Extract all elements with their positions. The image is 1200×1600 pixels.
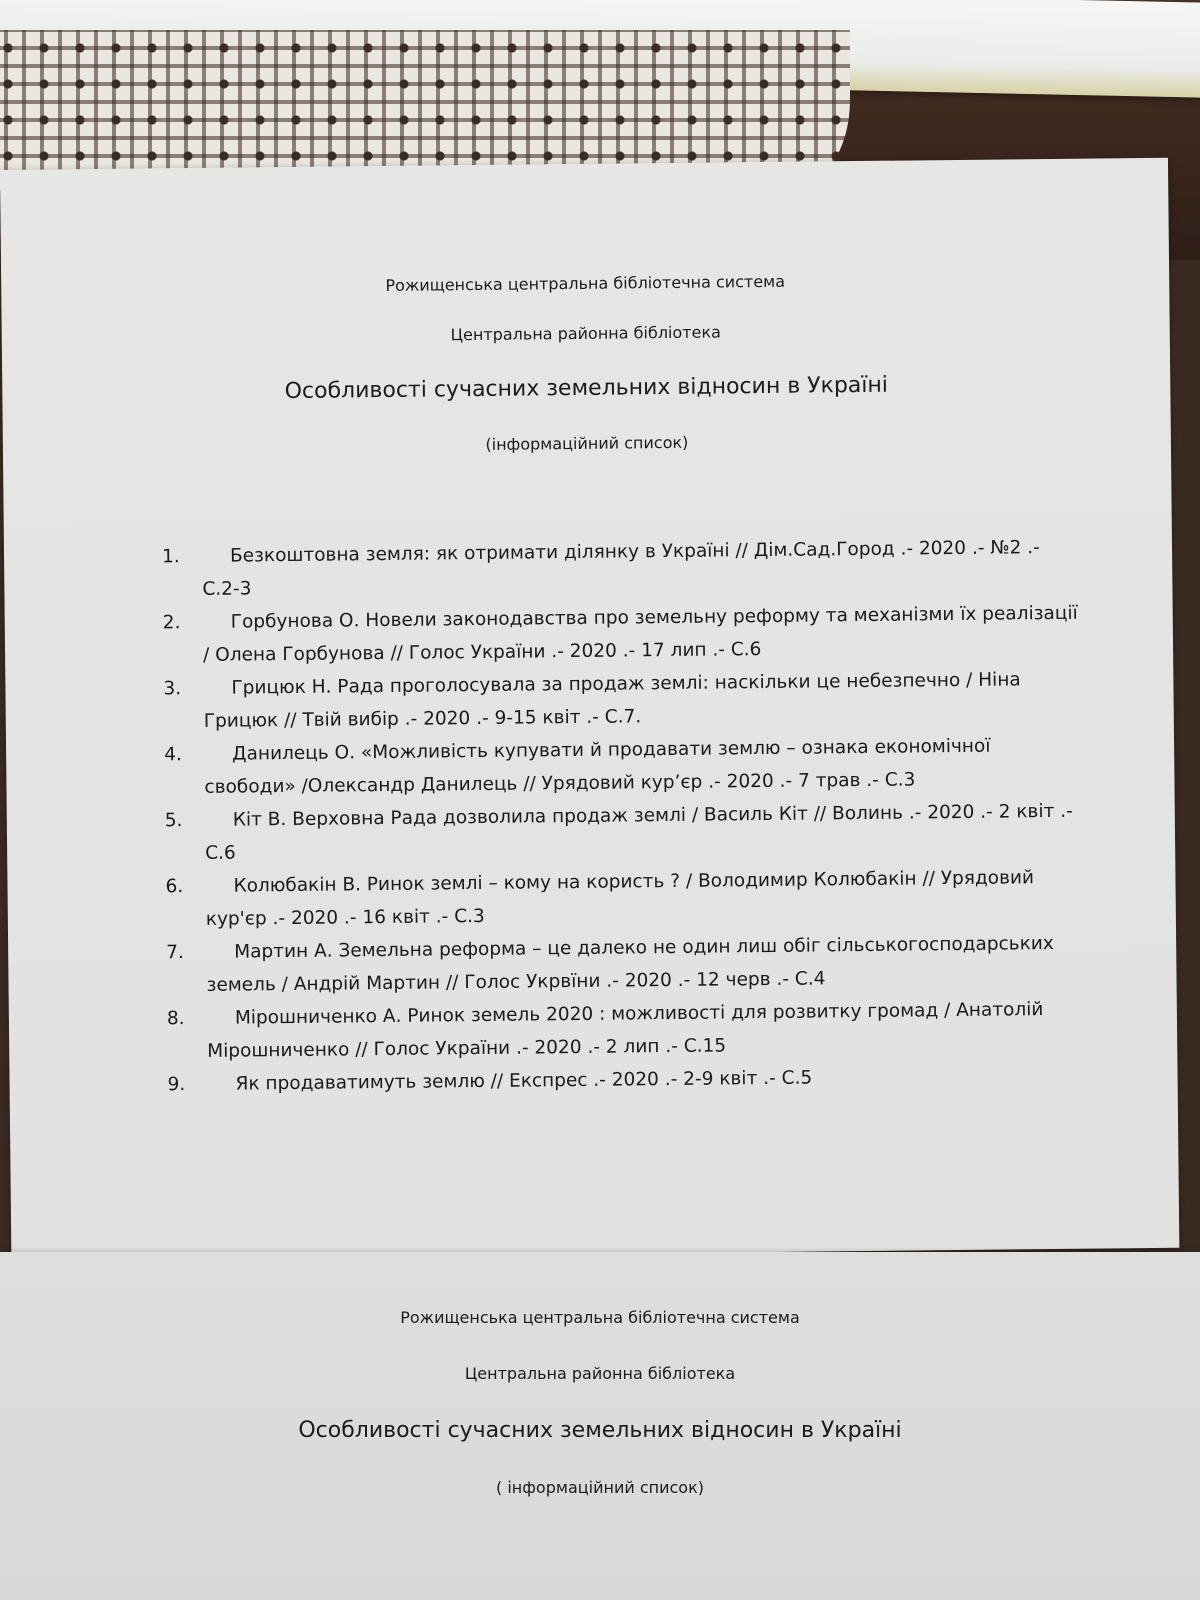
library-name: Центральна районна бібліотека <box>464 1364 736 1383</box>
list-item <box>166 927 1087 1003</box>
item-number: 3. <box>163 678 182 700</box>
item-number: 2. <box>162 612 181 634</box>
organization-name: Рожищенська центральна бібліотечна система <box>385 271 786 295</box>
list-item <box>162 531 1083 607</box>
item-text: Мірошниченко А. Ринок земель 2020 : можливості для розвитку громад / Анатолій Мірошниченко // Голос України .- 2020 .- 2 лип .- С.15 <box>207 999 1044 1062</box>
item-text: Мартин А. Земельна реформа – це далеко не один лиш обіг сільськогосподарських земель / Андрій Мартин // Голос Укрвїни .- 2020 .- 12 черв .- С.4 <box>206 933 1054 996</box>
bibliography-list <box>162 531 1088 1102</box>
item-text: Безкоштовна земля: як отримати ділянку в Україні // Дім.Сад.Город .- 2020 .- №2 .- С.2-3 <box>202 537 1040 600</box>
item-text: Грицюк Н. Рада проголосувала за продаж землі: наскільки це небезпечно / Ніна Грицюк // Твій вибір .- 2020 .- 9-15 квіт .- С.7. <box>203 669 1021 732</box>
item-number: 6. <box>165 876 184 898</box>
list-item <box>164 729 1085 805</box>
list-item <box>163 663 1084 739</box>
item-text: Кіт В. Верховна Рада дозволила продаж землі / Василь Кіт // Волинь .- 2020 .- 2 квіт .- С.6 <box>205 800 1073 864</box>
list-item <box>167 993 1088 1069</box>
item-text: Горбунова О. Новели законодавства про земельну реформу та механізми їх реалізації / Олена Горбунова // Голос України .- 2020 .- 17 лип .- С.6 <box>202 602 1078 666</box>
item-text: Колюбакін В. Ринок землі – кому на користь ? / Володимир Колюбакін // Урядовий кур'єр .- 2020 .- 16 квіт .- С.3 <box>205 867 1035 930</box>
document-subtitle: ( інформаційний список) <box>496 1478 704 1497</box>
library-name: Центральна районна бібліотека <box>450 322 721 345</box>
item-number: 5. <box>164 810 183 832</box>
document-page-2 <box>0 1252 1200 1600</box>
list-item <box>165 861 1086 937</box>
item-text: Як продаватимуть землю // Експрес .- 2020 .- 2-9 квіт .- С.5 <box>235 1067 813 1095</box>
item-number: 9. <box>167 1074 186 1096</box>
item-text: Данилець О. «Можливість купувати й продавати землю – ознака економічної свободи» /Олександр Данилець // Урядовий кур’єр .- 2020 .- 7 трав .- С.3 <box>204 735 991 798</box>
list-item <box>163 597 1084 673</box>
item-number: 8. <box>166 1008 185 1030</box>
document-title: Особливості сучасних земельних відносин в Україні <box>284 372 889 405</box>
item-number: 4. <box>164 744 182 766</box>
list-item <box>165 795 1086 871</box>
item-number: 1. <box>161 546 180 568</box>
document-title: Особливості сучасних земельних відносин в Україні <box>298 1418 902 1443</box>
organization-name: Рожищенська центральна бібліотечна система <box>400 1308 800 1327</box>
item-number: 7. <box>166 942 184 964</box>
document-subtitle: (інформаційний список) <box>485 432 689 454</box>
document-page-1 <box>0 158 1179 1260</box>
